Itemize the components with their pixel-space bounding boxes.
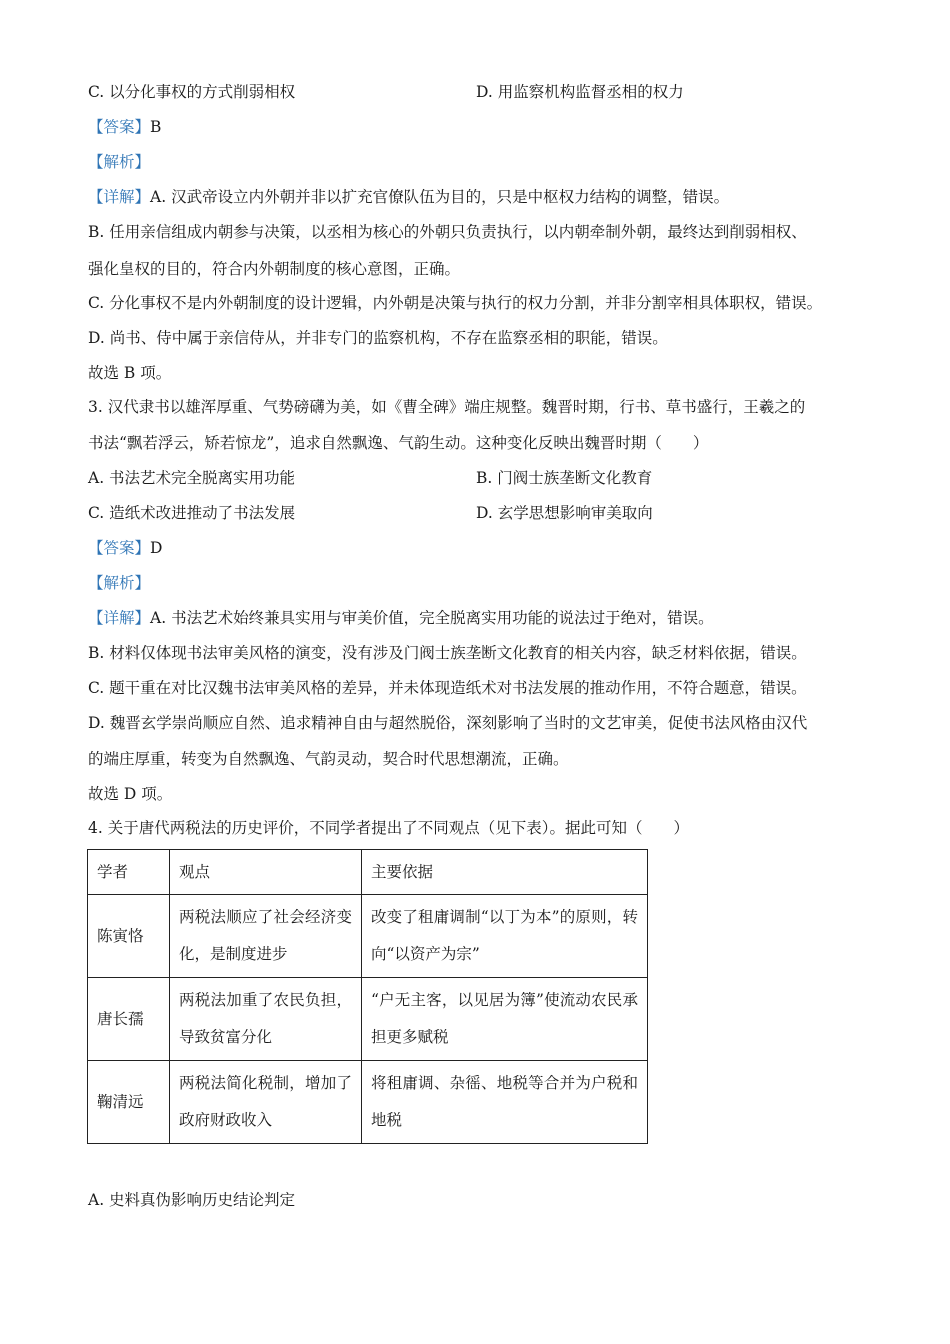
q2-option-c: C. 以分化事权的方式削弱相权	[88, 83, 296, 101]
answer-tag: 【答案】	[88, 539, 151, 557]
header-scholar: 学者	[88, 850, 170, 895]
basis-cell: 将租庸调、杂徭、地税等合并为户税和地税	[362, 1061, 648, 1144]
header-basis: 主要依据	[362, 850, 648, 895]
q3-answer	[88, 537, 162, 559]
q3-stem-line2: 书法“飘若浮云，矫若惊龙”，追求自然飘逸、气韵生动。这种变化反映出魏晋时期（ ）	[88, 434, 709, 452]
basis-cell: 改变了租庸调制“以丁为本”的原则，转向“以资产为宗”	[362, 895, 648, 978]
q3-detail-d2: 的端庄厚重，转变为自然飘逸、气韵灵动，契合时代思想潮流，正确。	[88, 750, 569, 768]
q2-conclusion: 故选 B 项。	[88, 364, 172, 382]
table-header-row	[88, 850, 648, 895]
detail-text: A. 汉武帝设立内外朝并非以扩充官僚队伍为目的，只是中枢权力结构的调整，错误。	[150, 188, 730, 206]
q3-option-b: B. 门阀士族垄断文化教育	[476, 469, 653, 487]
q2-answer	[88, 116, 161, 138]
view-cell: 两税法顺应了社会经济变化，是制度进步	[170, 895, 362, 978]
q2-detail-a	[88, 186, 729, 208]
q2-detail-b2: 强化皇权的目的，符合内外朝制度的核心意图，正确。	[88, 260, 461, 278]
q4-stem: 4. 关于唐代两税法的历史评价，不同学者提出了不同观点（见下表）。据此可知（ ）	[88, 819, 689, 837]
q3-option-a: A. 书法艺术完全脱离实用功能	[88, 469, 296, 487]
view-cell: 两税法简化税制，增加了政府财政收入	[170, 1061, 362, 1144]
table-row	[88, 1061, 648, 1144]
basis-cell: “户无主客，以见居为簿”使流动农民承担更多赋税	[362, 978, 648, 1061]
q3-detail-c: C. 题干重在对比汉魏书法审美风格的差异，并未体现造纸术对书法发展的推动作用，不符合题意，错误。	[88, 679, 807, 697]
scholar-cell: 唐长孺	[88, 978, 170, 1061]
answer-value: B	[150, 118, 162, 136]
q4-option-a: A. 史料真伪影响历史结论判定	[88, 1191, 296, 1209]
q2-detail-c: C. 分化事权不是内外朝制度的设计逻辑，内外朝是决策与执行的权力分割，并非分割宰相具体职权，错误。	[88, 294, 823, 312]
q3-stem-line1: 3. 汉代隶书以雄浑厚重、气势磅礴为美，如《曹全碑》端庄规整。魏晋时期，行书、草书盛行，王羲之的	[88, 398, 806, 416]
answer-tag: 【答案】	[88, 118, 151, 136]
detail-tag: 【详解】	[88, 609, 151, 627]
q2-detail-d: D. 尚书、侍中属于亲信侍从，并非专门的监察机构，不存在监察丞相的职能，错误。	[88, 329, 668, 347]
scholar-cell: 鞠清远	[88, 1061, 170, 1144]
q3-option-c: C. 造纸术改进推动了书法发展	[88, 504, 296, 522]
q3-conclusion: 故选 D 项。	[88, 785, 173, 803]
q3-detail-b: B. 材料仅体现书法审美风格的演变，没有涉及门阀士族垄断文化教育的相关内容，缺乏材料依据，错误。	[88, 644, 807, 662]
scholar-views-table	[87, 849, 648, 1144]
table-row	[88, 978, 648, 1061]
answer-value: D	[150, 539, 163, 557]
scholar-cell: 陈寅恪	[88, 895, 170, 978]
header-view: 观点	[170, 850, 362, 895]
q3-detail-d1: D. 魏晋玄学崇尚顺应自然、追求精神自由与超然脱俗，深刻影响了当时的文艺审美，促使书法风格由汉代	[88, 714, 808, 732]
q3-detail-a	[88, 607, 714, 629]
view-cell: 两税法加重了农民负担，导致贫富分化	[170, 978, 362, 1061]
q2-analysis-tag: 【解析】	[88, 153, 151, 171]
detail-tag: 【详解】	[88, 188, 151, 206]
q3-option-d: D. 玄学思想影响审美取向	[476, 504, 653, 522]
q2-option-d: D. 用监察机构监督丞相的权力	[476, 83, 684, 101]
q3-analysis-tag: 【解析】	[88, 574, 151, 592]
table-row	[88, 895, 648, 978]
detail-text: A. 书法艺术始终兼具实用与审美价值，完全脱离实用功能的说法过于绝对，错误。	[150, 609, 714, 627]
q2-detail-b1: B. 任用亲信组成内朝参与决策，以丞相为核心的外朝只负责执行，以内朝牵制外朝，最终达到削弱相权、	[88, 223, 807, 241]
